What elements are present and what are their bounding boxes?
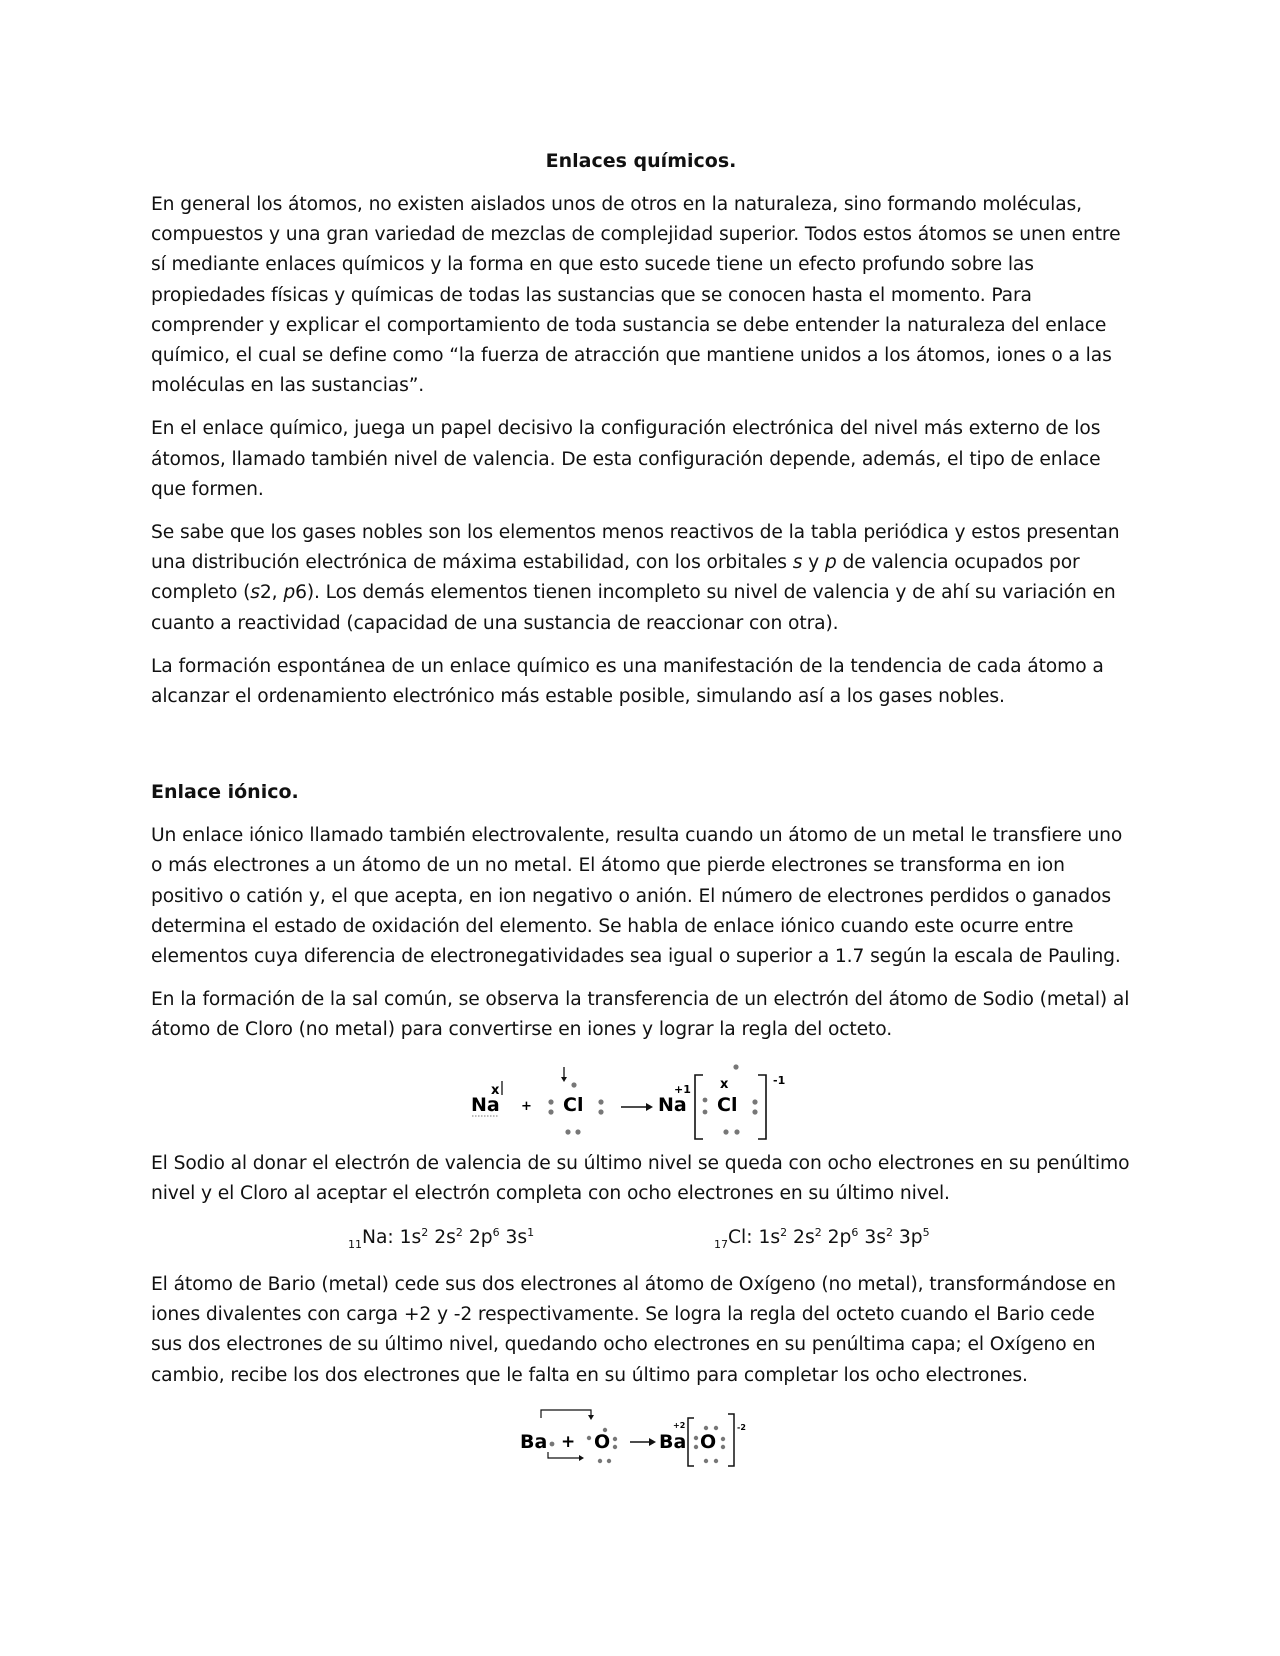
intro-paragraph-1: En general los átomos, no existen aislados unos de otros en la naturaleza, sino formando moléculas, compuestos y una gran variedad de mezclas de complejidad superior. Todos estos átomos se unen entre sí mediante enlaces químicos y la forma en que esto sucede tiene un efecto profundo sobre las propiedades físicas y químicas de todas las sustancias que se conocen hasta el momento. Para comprender y explicar el comportamiento de toda sustancia se debe entender la naturaleza del enlace químico, el cual se define como “la fuerza de atracción que mantiene unidos a los átomos, iones o a las moléculas en las sustancias”. (151, 194, 1121, 397)
cl-electron-config: $_{17}$Cl: $1s^2$ $2s^2$ $2p^6$ $3s^2$ $3p^5$ (714, 1226, 930, 1252)
na-symbol: Na (471, 1093, 500, 1116)
transfer-arrow-top (541, 1410, 591, 1418)
electron-config-row (151, 1222, 1131, 1262)
intro-paragraph-4: La formación espontánea de un enlace químico es una manifestación de la tendencia de cada átomo a alcanzar el ordenamiento electrónico más estable posible, simulando así a los gases nobles. (151, 655, 1104, 708)
cl-dot (598, 1099, 603, 1104)
cl-dot (575, 1129, 580, 1134)
ionic-paragraph-1: Un enlace iónico llamado también electrovalente, resulta cuando un átomo de un metal le transfiere uno o más electrones a un átomo de un no metal. El átomo que pierde electrones se transforma en ion positivo o catión y, el que acepta, en ion negativo o anión. El número de electrones perdidos o ganados determina el estado de oxidación del elemento. Se habla de enlace iónico cuando este ocurre entre elementos cuya diferencia de electronegatividades sea igual o superior a 1.7 según la escala de Pauling. (151, 825, 1123, 968)
o-ion-dot (694, 1436, 698, 1440)
nacl-lewis-svg (471, 1059, 811, 1143)
cl-ion-electron-x: x (720, 1076, 729, 1092)
plus-sign: + (521, 1098, 532, 1114)
document-page (151, 150, 1131, 1476)
o-ion-dot (704, 1426, 708, 1430)
bao-lewis-diagram (151, 1404, 1131, 1470)
cl-ion-dot (733, 1064, 738, 1069)
reaction-arrow-head (646, 1103, 653, 1111)
cl-dot (598, 1109, 603, 1114)
o-ion-dot (721, 1445, 725, 1449)
cl-dot (565, 1129, 570, 1134)
cl-dot (548, 1109, 553, 1114)
intro-paragraph-3: Se sabe que los gases nobles son los elementos menos reactivos de la tabla periódica y estos presentan una distribución electrónica de máxima estabilidad, con los orbitales s y p de valencia ocupados por completo (s2, p6). Los demás elementos tienen incompleto su nivel de valencia y de ahí su variación en cuanto a reactividad (capacidad de una sustancia de reaccionar con otra). (151, 522, 1120, 634)
cl-ion-dot (752, 1109, 757, 1114)
ba-symbol: Ba (520, 1430, 548, 1453)
o-ion-dot (694, 1445, 698, 1449)
o-dot (598, 1459, 602, 1463)
cl-ion-dot (752, 1099, 757, 1104)
plus-sign: + (561, 1431, 576, 1452)
o-ion-dot (704, 1459, 708, 1463)
bracket-right (728, 1414, 734, 1466)
cl-arrow-head (561, 1077, 567, 1082)
o-dot (587, 1436, 591, 1440)
o-ion-symbol: O (700, 1430, 717, 1453)
ionic-paragraph-2: En la formación de la sal común, se observa la transferencia de un electrón del átomo de Sodio (metal) al átomo de Cloro (no metal) para convertirse en iones y lograr la regla del octeto. (151, 989, 1130, 1041)
ba-ion-charge: +2 (673, 1420, 686, 1430)
ionic-paragraph-3: El Sodio al donar el electrón de valencia de su último nivel se queda con ocho electrones en su penúltimo nivel y el Cloro al aceptar el electrón completa con ocho electrones en su último nivel. (151, 1152, 1130, 1204)
na-electron-x: x (491, 1082, 500, 1098)
ba-electron-dot (550, 1441, 555, 1446)
intro-paragraph-2: En el enlace químico, juega un papel decisivo la configuración electrónica del nivel más externo de los átomos, llamado también nivel de valencia. De esta configuración depende, además, el tipo de enlace que formen. (151, 418, 1101, 500)
nacl-lewis-diagram (151, 1059, 1131, 1143)
o-ion-dot (714, 1459, 718, 1463)
cl-ion-dot (703, 1109, 708, 1114)
o-dot (607, 1459, 611, 1463)
cl-ion-dot (723, 1129, 728, 1134)
bracket-right (758, 1075, 766, 1139)
transfer-arrow-bottom (548, 1452, 580, 1458)
o-dot (613, 1445, 617, 1449)
bao-lewis-svg (516, 1404, 766, 1470)
cl-symbol: Cl (563, 1093, 584, 1116)
cl-ion-dot (734, 1129, 739, 1134)
cl-ion-charge: -1 (773, 1073, 786, 1087)
bracket-left (688, 1418, 694, 1466)
reaction-arrow-head (649, 1438, 656, 1446)
section-title-ionic: Enlace iónico. (151, 781, 299, 804)
cl-ion-dot (703, 1097, 708, 1102)
bracket-left (695, 1075, 703, 1139)
o-symbol: O (594, 1430, 611, 1453)
ionic-paragraph-4: El átomo de Bario (metal) cede sus dos electrones al átomo de Oxígeno (no metal), transformándose en iones divalentes con carga +2 y -2 respectivamente. Se logra la regla del octeto cuando el Bario cede sus dos electrones de su último nivel, quedando ocho electrones en su penúltima capa; el Oxígeno en cambio, recibe los dos electrones que le falta en su último para completar los ocho electrones. (151, 1274, 1116, 1386)
cl-dot (571, 1082, 576, 1087)
na-ion-charge: +1 (674, 1082, 691, 1096)
cl-ion-symbol: Cl (717, 1093, 738, 1116)
cl-dot (548, 1099, 553, 1104)
o-dot (613, 1437, 617, 1441)
na-electron-config: $_{11}$Na: $1s^2$ $2s^2$ $2p^6$ $3s^1$ (348, 1226, 535, 1252)
transfer-arrow-top-head (588, 1415, 594, 1420)
o-ion-charge: -2 (737, 1422, 746, 1432)
page-title: Enlaces químicos. (545, 150, 737, 172)
ba-ion-symbol: Ba (659, 1430, 687, 1453)
o-ion-dot (721, 1437, 725, 1441)
o-ion-dot (714, 1426, 718, 1430)
transfer-arrow-bottom-head (579, 1455, 584, 1461)
na-ion-symbol: Na (658, 1093, 687, 1116)
